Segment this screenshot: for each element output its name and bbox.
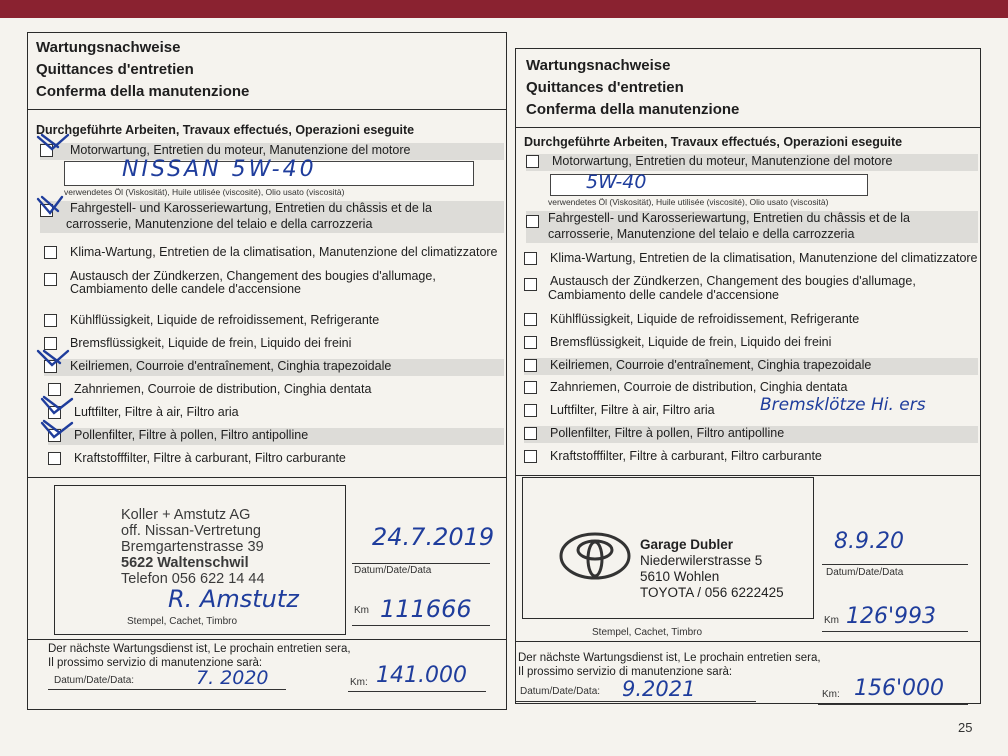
- stamp-label: Stempel, Cachet, Timbro: [127, 616, 238, 627]
- next-date-label: Datum/Date/Data:: [54, 675, 135, 686]
- dealer-street: Niederwilerstrasse 5: [640, 553, 763, 568]
- right-dealer-stamp: [640, 537, 784, 601]
- next-date-line: [48, 689, 286, 690]
- item-fuelfilter: Kraftstofffilter, Filtre à carburant, Filtro carburante: [524, 449, 978, 466]
- km-label: Km: [354, 605, 369, 616]
- page-number: 25: [958, 720, 973, 735]
- left-next-km-handwriting: 141.000: [376, 663, 467, 688]
- item-chassis: Fahrgestell- und Karosseriewartung, Entretien du châssis et de la carrosserie, Manutenzione del telaio e della carrozzeria: [526, 211, 978, 243]
- title-line-de: Wartungsnachweise: [36, 39, 181, 56]
- oil-caption: verwendetes Öl (Viskosität), Huile utilisée (viscosité), Olio usato (viscosità): [64, 187, 345, 197]
- dealer-phone: Telefon 056 622 14 44: [121, 571, 265, 587]
- item-timingbelt: Zahnriemen, Courroie de distribution, Cinghia dentata: [524, 380, 978, 397]
- item-brakefluid: Bremsflüssigkeit, Liquide de frein, Liquido dei freini: [524, 335, 978, 352]
- item-vbelt: Keilriemen, Courroie d'entraînement, Cinghia trapezoidale: [524, 358, 978, 375]
- checkbox-coolant[interactable]: [524, 313, 537, 326]
- divider: [28, 477, 506, 478]
- page: [0, 18, 1008, 756]
- item-coolant: Kühlflüssigkeit, Liquide de refroidissement, Refrigerante: [524, 312, 978, 329]
- section-heading: Durchgeführte Arbeiten, Travaux effectués, Operazioni eseguite: [524, 135, 903, 149]
- right-km-handwriting: 126'993: [846, 604, 937, 629]
- checkbox-fuelfilter[interactable]: [524, 450, 537, 463]
- next-km-label: Km:: [822, 689, 840, 700]
- checkbox-airfilter[interactable]: [524, 404, 537, 417]
- item-pollenfilter: Pollenfilter, Filtre à pollen, Filtro antipolline: [524, 426, 978, 443]
- dealer-name: Koller + Amstutz AG: [121, 507, 251, 523]
- divider: [516, 475, 980, 476]
- divider: [516, 127, 980, 128]
- item-sparkplugs: Austausch der Zündkerzen, Changement des bougies d'allumage, Cambiamento delle candele d'accensione: [524, 274, 978, 306]
- item-timingbelt: Zahnriemen, Courroie de distribution, Cinghia dentata: [48, 382, 504, 399]
- stamp-label: Stempel, Cachet, Timbro: [592, 627, 703, 638]
- dealer-line: off. Nissan-Vertretung: [121, 523, 261, 539]
- book-cover-edge: [0, 0, 1008, 20]
- left-dealer-stamp: [121, 507, 265, 587]
- item-airfilter: Luftfilter, Filtre à air, Filtro aria: [48, 405, 504, 422]
- next-date-label: Datum/Date/Data:: [520, 686, 601, 697]
- date-label: Datum/Date/Data: [354, 565, 432, 576]
- item-engine: Motorwartung, Entretien du moteur, Manutenzione del motore: [526, 154, 978, 171]
- dealer-city: 5610 Wohlen: [640, 569, 720, 584]
- section-heading: Durchgeführte Arbeiten, Travaux effectués, Operazioni eseguite: [36, 123, 415, 137]
- divider: [28, 639, 506, 640]
- item-sparkplugs: Austausch der Zündkerzen, Changement des bougies d'allumage, Cambiamento delle candele d'accensione: [44, 269, 504, 301]
- item-airfilter: Luftfilter, Filtre à air, Filtro aria: [524, 403, 978, 420]
- right-next-date-handwriting: 9.2021: [622, 677, 696, 701]
- dealer-city: 5622 Waltenschwil: [121, 555, 249, 571]
- item-pollenfilter: Pollenfilter, Filtre à pollen, Filtro antipolline: [48, 428, 504, 445]
- left-date-handwriting: 24.7.2019: [372, 523, 495, 551]
- oil-caption: verwendetes Öl (Viskosität), Huile utilisée (viscosité), Olio usato (viscosità): [548, 197, 829, 207]
- item-chassis: Fahrgestell- und Karosseriewartung, Entretien du châssis et de la carrosserie, Manutenzione del telaio e della carrozzeria: [40, 201, 504, 233]
- date-line: [352, 563, 490, 564]
- title-line-fr: Quittances d'entretien: [526, 79, 684, 96]
- item-engine: Motorwartung, Entretien du moteur, Manutenzione del motore: [40, 143, 504, 160]
- right-panel: [515, 48, 981, 704]
- checkbox-timingbelt[interactable]: [524, 381, 537, 394]
- next-km-line: [348, 691, 486, 692]
- right-note-handwriting: Bremsklötze Hi. ers: [760, 395, 926, 415]
- title-line-de: Wartungsnachweise: [526, 57, 671, 74]
- right-title: [526, 55, 739, 121]
- checkbox-sparkplugs[interactable]: [524, 278, 537, 291]
- next-km-label: Km:: [350, 677, 368, 688]
- left-signature: R. Amstutz: [168, 585, 299, 613]
- checkbox-chassis[interactable]: [526, 215, 539, 228]
- date-line: [822, 564, 968, 565]
- next-km-line: [818, 704, 968, 705]
- item-ac: Klima-Wartung, Entretien de la climatisation, Manutenzione del climatizzatore: [524, 251, 978, 268]
- right-next-km-handwriting: 156'000: [854, 676, 945, 701]
- item-brakefluid: Bremsflüssigkeit, Liquide de frein, Liquido dei freini: [44, 336, 504, 353]
- date-label: Datum/Date/Data: [826, 567, 904, 578]
- title-line-fr: Quittances d'entretien: [36, 61, 194, 78]
- km-line: [352, 625, 490, 626]
- checkbox-vbelt[interactable]: [524, 359, 537, 372]
- km-label: Km: [824, 615, 839, 626]
- title-line-it: Conferma della manutenzione: [36, 83, 250, 100]
- item-fuelfilter: Kraftstofffilter, Filtre à carburant, Filtro carburante: [48, 451, 504, 468]
- checkbox-brakefluid[interactable]: [524, 336, 537, 349]
- dealer-phone: TOYOTA / 056 6222425: [640, 585, 784, 600]
- checkbox-engine[interactable]: [526, 155, 539, 168]
- km-line: [822, 631, 968, 632]
- left-next-date-handwriting: 7. 2020: [196, 667, 269, 689]
- title-line-it: Conferma della manutenzione: [526, 101, 740, 118]
- dealer-name: Garage Dubler: [640, 537, 734, 552]
- toyota-logo-icon: [558, 531, 632, 581]
- next-service-text: Der nächste Wartungsdienst ist, Le prochain entretien sera, Il prossimo servizio di manutenzione sarà:: [518, 652, 821, 678]
- left-panel: [27, 32, 507, 710]
- checkbox-ac[interactable]: [524, 252, 537, 265]
- left-oil-handwriting: NISSAN 5W-40: [122, 157, 317, 182]
- right-oil-handwriting: 5W-40: [586, 171, 647, 193]
- checkbox-pollenfilter[interactable]: [524, 427, 537, 440]
- item-vbelt: Keilriemen, Courroie d'entraînement, Cinghia trapezoidale: [44, 359, 504, 376]
- item-coolant: Kühlflüssigkeit, Liquide de refroidissement, Refrigerante: [44, 313, 504, 330]
- right-date-handwriting: 8.9.20: [834, 529, 904, 554]
- dealer-street: Bremgartenstrasse 39: [121, 539, 264, 555]
- divider: [516, 641, 980, 642]
- item-ac: Klima-Wartung, Entretien de la climatisation, Manutenzione del climatizzatore: [44, 245, 504, 262]
- next-service-text: Der nächste Wartungsdienst ist, Le prochain entretien sera, Il prossimo servizio di manutenzione sarà:: [48, 643, 351, 669]
- next-date-line: [516, 701, 756, 702]
- left-km-handwriting: 111666: [380, 595, 472, 623]
